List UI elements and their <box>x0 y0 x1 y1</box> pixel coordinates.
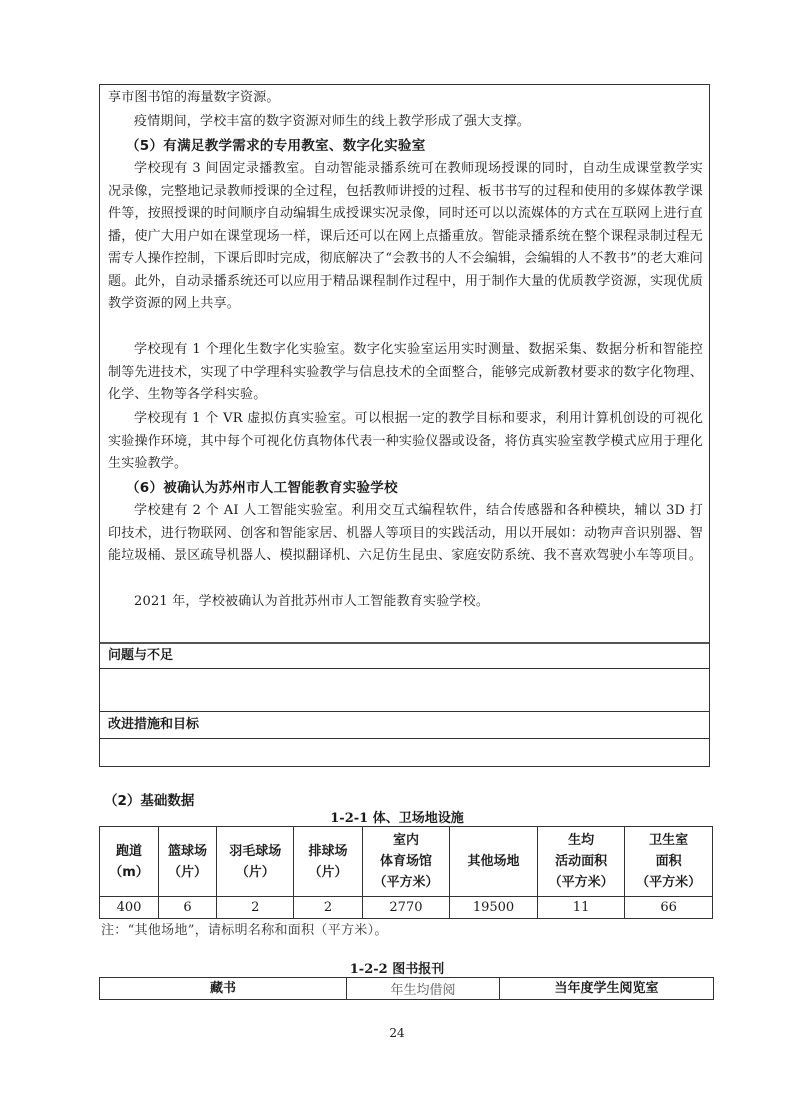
content-box <box>99 84 710 643</box>
paragraph: 学校建有 2 个 AI 人工智能实验室。利用交互式编程软件，结合传感器和各种模块，辅以 3D 打印技术，进行物联网、创客和智能家居、机器人等项目的实践活动，用以开展如：动物声音识别器、智能垃圾桶、景区疏导机器人、模拟翻译机、六足仿生昆虫、家庭安防系统、我不喜欢驾驶小车等项目。 <box>108 503 703 563</box>
table1-caption: 1-2-1 体、卫场地设施 <box>330 811 464 826</box>
table-header-row <box>100 978 714 1000</box>
page-number: 24 <box>389 1026 405 1040</box>
header-track: 跑道 （m） <box>100 827 159 897</box>
paragraph: 学校现有 1 个 VR 虚拟仿真实验室。可以根据一定的教学目标和要求，利用计算机创设的可视化实验操作环境，其中每个可视化仿真物体代表一种实验仪器或设备，将仿真实验室教学模式应用于理化生实验教学。 <box>108 411 703 471</box>
problems-content[interactable] <box>99 669 710 712</box>
problems-label: 问题与不足 <box>99 643 710 669</box>
header-other-venues: 其他场地 <box>450 827 538 897</box>
basic-data-heading: （2）基础数据 <box>104 793 195 809</box>
cell-indoor-gym: 2770 <box>362 897 450 919</box>
improvements-content[interactable] <box>99 739 710 767</box>
header-clinic-area: 卫生室 面积 （平方米） <box>625 827 713 897</box>
cell-badminton: 2 <box>217 897 294 919</box>
header-per-student-area: 生均 活动面积 （平方米） <box>537 827 625 897</box>
section-heading-6: （6）被确认为苏州市人工智能教育实验学校 <box>126 480 398 496</box>
cell-per-student-area: 11 <box>537 897 625 919</box>
cell-volleyball: 2 <box>294 897 362 919</box>
paragraph: 学校现有 1 个理化生数字化实验室。数字化实验室运用实时测量、数据采集、数据分析和智能控制等先进技术，实现了中学理科实验教学与信息技术的全面整合，能够完成新教材要求的数字化物理、化学、生物等各学科实验。 <box>108 342 703 402</box>
paragraph: 学校现有 3 间固定录播教室。自动智能录播系统可在教师现场授课的同时，自动生成课堂教学实况录像，完整地记录教师授课的全过程，包括教师讲授的过程、板书书写的过程和使用的多媒体教学课件等，按照授课的时间顺序自动编辑生成授课实况录像，同时还可以以流媒体的方式在互联网上进行直播，使广大用户如在课堂现场一样，课后还可以在网上点播重放。智能录播系统在整个课程录制过程无需专人操作控制，下课后即时完成，彻底解决了“会教书的人不会编辑，会编辑的人不教书”的老大难问题。此外，自动录播系统还可以应用于精品课程制作过程中，用于制作大量的优质教学资源，实现优质教学资源的网上共享。 <box>108 161 703 311</box>
header-book-collection: 藏书 <box>100 978 347 1000</box>
header-reading-room: 当年度学生阅览室 <box>500 978 714 1000</box>
library-table <box>99 977 714 1000</box>
table1-note: 注：“其他场地”，请标明名称和面积（平方米）。 <box>101 923 388 938</box>
header-volleyball: 排球场 （片） <box>294 827 362 897</box>
header-basketball: 篮球场 （片） <box>159 827 217 897</box>
header-badminton: 羽毛球场 （片） <box>217 827 294 897</box>
cell-track: 400 <box>100 897 159 919</box>
cell-clinic-area: 66 <box>625 897 713 919</box>
header-indoor-gym: 室内 体育场馆 （平方米） <box>362 827 450 897</box>
paragraph: 2021 年，学校被确认为首批苏州市人工智能教育实验学校。 <box>134 594 490 609</box>
cell-other-venues: 19500 <box>450 897 538 919</box>
table2-caption: 1-2-2 图书报刊 <box>349 962 445 977</box>
cell-basketball: 6 <box>159 897 217 919</box>
table-header-row <box>100 827 713 897</box>
paragraph: 疫情期间，学校丰富的数字资源对师生的线上教学形成了强大支撑。 <box>134 114 531 129</box>
header-annual-borrowing: 年生均借阅 <box>347 978 500 1000</box>
paragraph: 享市图书馆的海量数字资源。 <box>108 90 280 105</box>
improvements-label: 改进措施和目标 <box>99 712 710 739</box>
table-row <box>100 897 713 919</box>
section-heading-5: （5）有满足教学需求的专用教室、数字化实验室 <box>126 138 426 154</box>
facilities-table <box>99 826 713 919</box>
